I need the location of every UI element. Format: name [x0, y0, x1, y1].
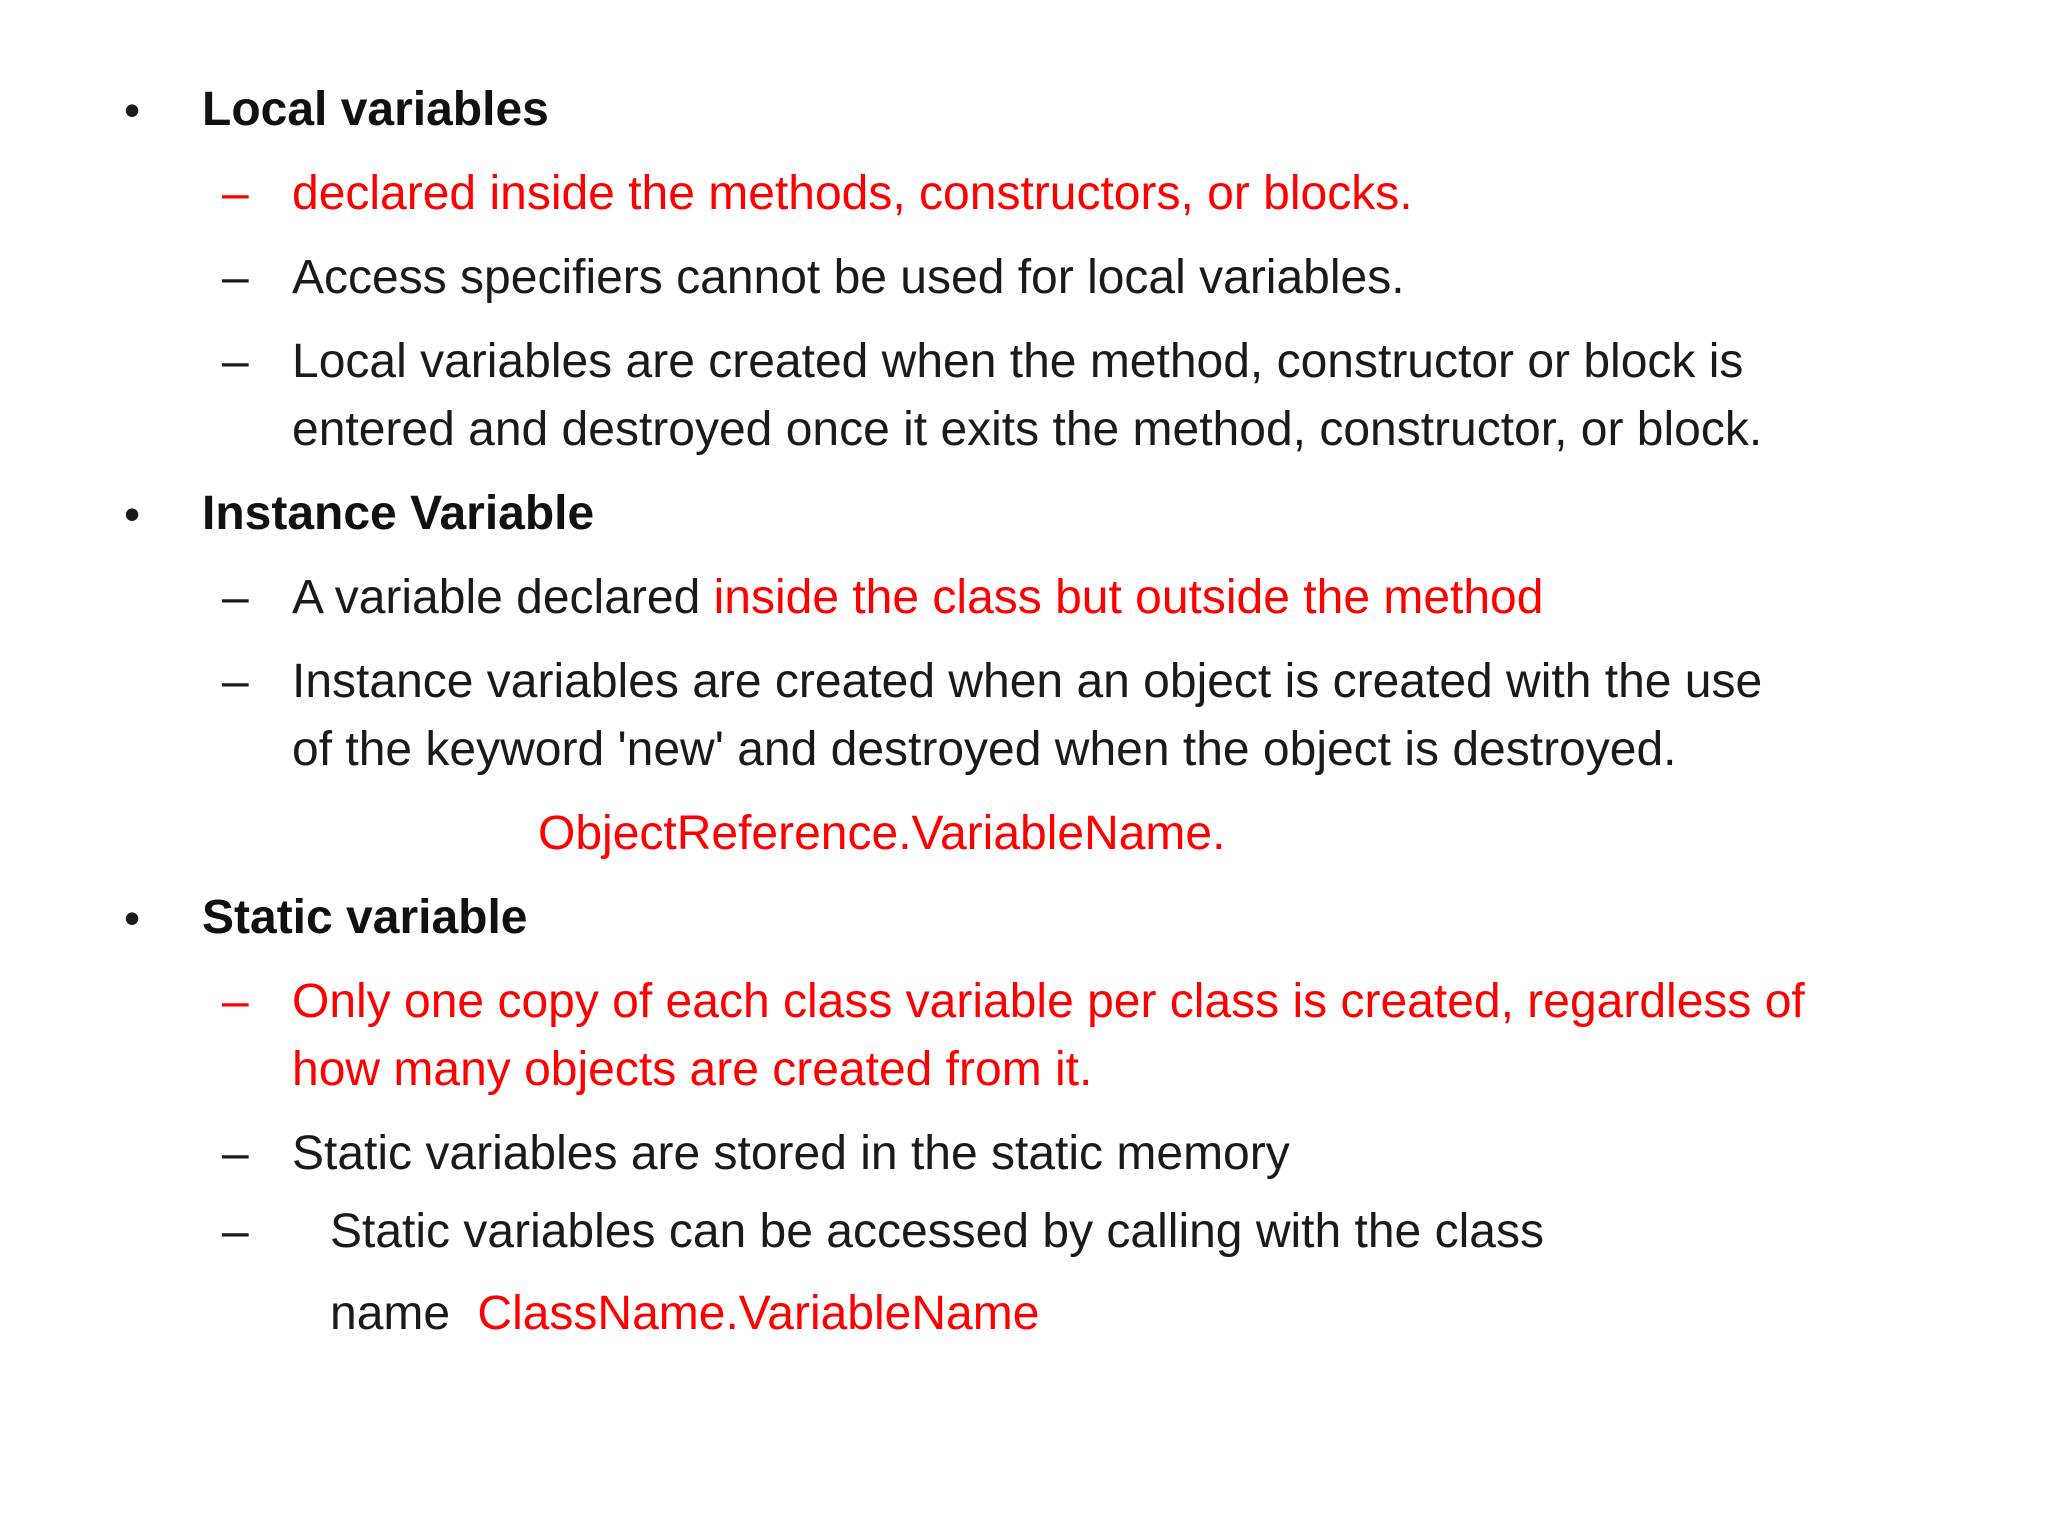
heading-static-variable: Static variable	[202, 891, 528, 944]
instance-item-1	[292, 568, 1543, 628]
static-item-2: Static variables are stored in the static memory	[292, 1127, 1290, 1180]
instance-item-1-highlight: inside the class but outside the method	[713, 571, 1544, 624]
local-item-3-line-1: Local variables are created when the method, constructor or block is	[292, 335, 1744, 388]
dash-instance-1: –	[222, 571, 249, 624]
static-item-1-line-1: Only one copy of each class variable per class is created, regardless of	[292, 975, 1805, 1028]
heading-local-variables: Local variables	[202, 83, 549, 136]
static-item-3-plain: name	[330, 1287, 464, 1340]
local-item-3-line-2: entered and destroyed once it exits the method, constructor, or block.	[292, 403, 1763, 456]
dash-static-1: –	[222, 975, 249, 1028]
dash-static-2: –	[222, 1127, 249, 1180]
local-item-1: declared inside the methods, constructors, or blocks.	[292, 167, 1413, 220]
instance-syntax: ObjectReference.VariableName.	[538, 807, 1226, 860]
dash-local-2: –	[222, 251, 249, 304]
local-item-2: Access specifiers cannot be used for local variables.	[292, 251, 1405, 304]
bullet-instance: •	[124, 488, 141, 540]
bullet-static: •	[124, 892, 141, 944]
dash-instance-2: –	[222, 655, 249, 708]
static-item-1-line-2: how many objects are created from it.	[292, 1043, 1093, 1096]
static-item-3-line-2	[330, 1284, 1039, 1344]
dash-static-3: –	[222, 1205, 249, 1258]
instance-item-2-line-2: of the keyword 'new' and destroyed when the object is destroyed.	[292, 723, 1677, 776]
instance-item-1-plain: A variable declared	[292, 571, 714, 624]
static-item-3-highlight: ClassName.VariableName	[477, 1287, 1040, 1340]
static-item-3-line-1: Static variables can be accessed by calling with the class	[330, 1205, 1544, 1258]
dash-local-3: –	[222, 335, 249, 388]
instance-item-2-line-1: Instance variables are created when an object is created with the use	[292, 655, 1763, 708]
dash-local-1: –	[222, 167, 249, 220]
heading-instance-variable: Instance Variable	[202, 487, 595, 540]
bullet-local: •	[124, 84, 141, 136]
